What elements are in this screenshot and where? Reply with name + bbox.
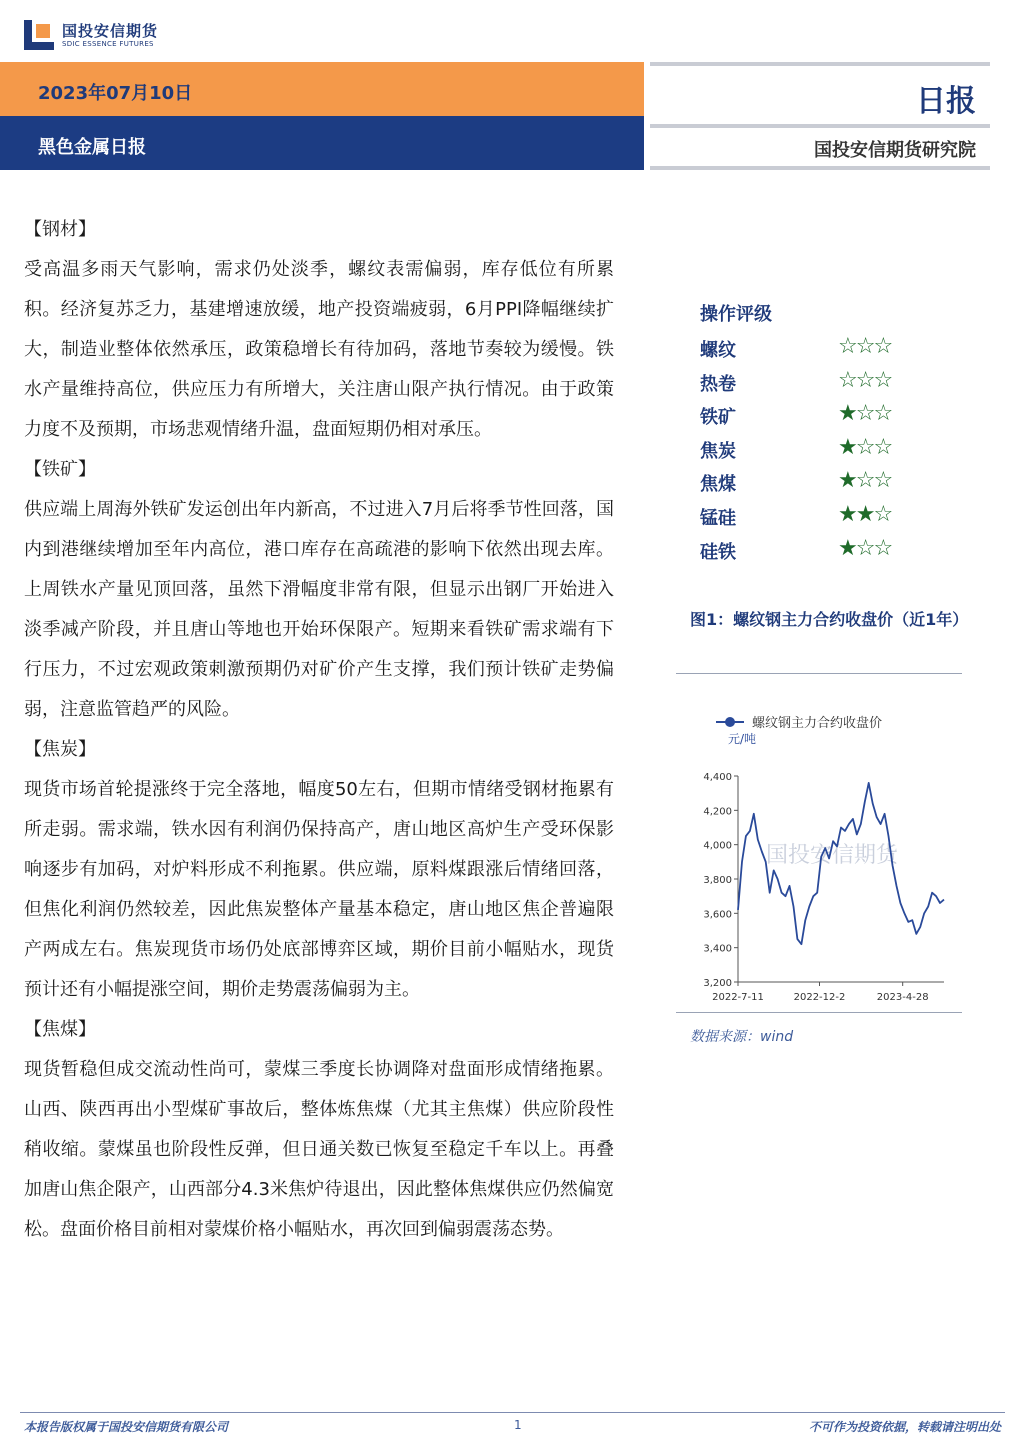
star-rating-icon: ★☆☆: [838, 434, 892, 460]
star-rating-icon: ☆☆☆: [838, 334, 892, 359]
chart-watermark: 国投安信期货: [766, 843, 899, 868]
section-heading-coking-coal: 【焦煤】: [24, 1019, 96, 1040]
star-rating-icon: ★☆☆: [838, 535, 892, 561]
star-rating-icon: ★☆☆: [838, 468, 892, 494]
rating-row: [700, 332, 940, 366]
rating-name: 热卷: [700, 373, 736, 395]
rating-name: 螺纹: [700, 340, 736, 361]
figure-title: 图1：螺纹钢主力合约收盘价（近1年）: [690, 610, 969, 629]
y-tick-label: 3,800: [703, 875, 732, 886]
footer-rule: [20, 1412, 1005, 1413]
logo-text-en: SDIC ESSENCE FUTURES: [62, 40, 154, 48]
legend-marker: [725, 717, 735, 727]
header-right-panel: [650, 62, 990, 170]
report-date: 2023年07月10日: [38, 83, 193, 104]
star-rating-icon: ★★☆: [838, 501, 892, 527]
price-line-chart: [676, 700, 962, 1010]
figure-rule: [676, 1012, 962, 1013]
logo-mark-icon: [24, 20, 54, 50]
rating-row: [700, 399, 940, 433]
rating-row: [700, 366, 940, 400]
rating-name: 焦炭: [700, 440, 736, 462]
rating-row: [700, 534, 940, 568]
header-date-bar: [0, 62, 644, 116]
rating-row: [700, 500, 940, 534]
y-tick-label: 4,400: [703, 772, 732, 783]
report-body: [24, 210, 614, 1250]
rating-row: [700, 433, 940, 467]
unit-label: 元/吨: [728, 732, 757, 746]
legend-label: 螺纹钢主力合约收盘价: [752, 716, 883, 731]
section-body-iron-ore: 供应端上周海外铁矿发运创出年内新高，不过进入7月后将季节性回落，国内到港继续增加至年内高位，港口库存在高疏港的影响下依然出现去库。上周铁水产量见顶回落，虽然下滑幅度非常有限，但显示出钢厂开始进入淡季减产阶段，并且唐山等地也开始环保限产。短期来看铁矿需求端有下行压力，不过宏观政策刺激预期仍对矿价产生支撑，我们预计铁矿走势偏弱，注意监管趋严的风险。: [24, 499, 614, 720]
report-category: 黑色金属日报: [38, 137, 146, 158]
rating-row: [700, 466, 940, 500]
rating-name: 锰硅: [700, 507, 736, 529]
y-tick-label: 3,200: [703, 978, 732, 989]
page-number: 1: [514, 1418, 522, 1432]
section-heading-steel: 【钢材】: [24, 219, 96, 240]
header-rule: [650, 166, 990, 170]
footer-copyright: 本报告版权属于国投安信期货有限公司: [24, 1420, 229, 1434]
report-type: 日报: [916, 84, 976, 119]
x-tick-label: 2023-4-28: [876, 992, 929, 1003]
x-tick-label: 2022-12-2: [793, 992, 846, 1003]
header-category-bar: [0, 116, 644, 170]
company-logo: [24, 18, 224, 52]
rating-name: 硅铁: [700, 541, 736, 563]
star-rating-icon: ★☆☆: [838, 401, 892, 427]
section-heading-iron-ore: 【铁矿】: [24, 459, 96, 480]
rating-panel: [700, 298, 940, 567]
star-rating-icon: ☆☆☆: [838, 367, 892, 393]
data-source: 数据来源：wind: [690, 1029, 794, 1045]
y-tick-label: 4,200: [703, 806, 732, 818]
rating-title: 操作评级: [700, 304, 772, 325]
footer-disclaimer: 不可作为投资依据，转载请注明出处: [808, 1420, 1001, 1434]
header-rule: [650, 124, 990, 128]
section-body-coke: 现货市场首轮提涨终于完全落地，幅度50左右，但期市情绪受钢材拖累有所走弱。需求端，铁水因有利润仍保持高产，唐山地区高炉生产受环保影响逐步有加码，对炉料形成不利拖累。供应端，原料煤跟涨后情绪回落，但焦化利润仍然较差，因此焦炭整体产量基本稳定，唐山地区焦企普遍限产两成左右。焦炭现货市场仍处底部博弈区域，期价目前小幅贴水，现货预计还有小幅提涨空间，期价走势震荡偏弱为主。: [24, 779, 614, 1000]
rating-name: 焦煤: [700, 474, 736, 496]
header-rule: [650, 62, 990, 66]
institute-name: 国投安信期货研究院: [814, 140, 976, 161]
x-tick-label: 2022-7-11: [712, 992, 764, 1003]
logo-text-cn: 国投安信期货: [62, 22, 159, 40]
section-heading-coke: 【焦炭】: [24, 739, 96, 760]
y-tick-label: 3,400: [703, 943, 732, 955]
rating-name: 铁矿: [700, 407, 736, 429]
y-tick-label: 3,600: [703, 909, 732, 921]
section-body-steel: 受高温多雨天气影响，需求仍处淡季，螺纹表需偏弱，库存低位有所累积。经济复苏乏力，基建增速放缓，地产投资端疲弱，6月PPI降幅继续扩大，制造业整体依然承压，政策稳增长有待加码，落地节奏较为缓慢。铁水产量维持高位，供应压力有所增大，关注唐山限产执行情况。由于政策力度不及预期，市场悲观情绪升温，盘面短期仍相对承压。: [24, 259, 614, 440]
section-body-coking-coal: 现货暂稳但成交流动性尚可，蒙煤三季度长协调降对盘面形成情绪拖累。山西、陕西再出小型煤矿事故后，整体炼焦煤（尤其主焦煤）供应阶段性稍收缩。蒙煤虽也阶段性反弹，但日通关数已恢复至稳定千车以上。再叠加唐山焦企限产，山西部分4.3米焦炉待退出，因此整体焦煤供应仍然偏宽松。盘面价格目前相对蒙煤价格小幅贴水，再次回到偏弱震荡态势。: [24, 1059, 614, 1240]
figure-rule: [676, 673, 962, 674]
y-tick-label: 4,000: [703, 840, 732, 852]
